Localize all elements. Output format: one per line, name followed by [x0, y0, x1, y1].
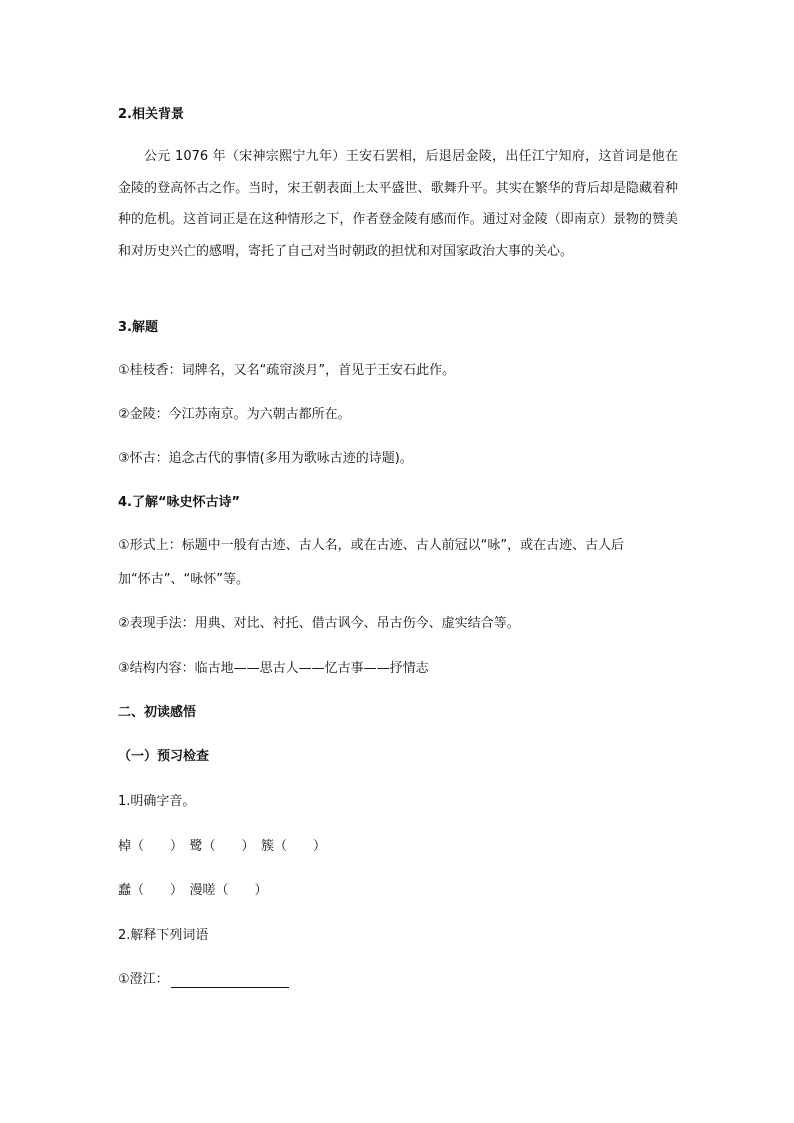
title-explain-item-2: ②金陵：今江苏南京。为六朝古都所在。: [118, 407, 351, 422]
poetry-type-item-1-line-2: 加“怀古”、“咏怀”等。: [118, 572, 249, 587]
vocab-item-1: [118, 971, 289, 988]
document-page: [118, 0, 678, 1123]
pronunciation-row-2: 蠢（ ） 漫嗟（ ）: [118, 883, 268, 898]
heading-first-reading: 二、初读感悟: [118, 705, 197, 720]
pronunciation-row-1: 棹（ ） 鹭（ ） 簇（ ）: [118, 839, 327, 854]
pronunciation-title: 1.明确字音。: [118, 794, 196, 809]
heading-title-explain: 3.解题: [118, 320, 158, 335]
poetry-type-item-2: ②表现手法：用典、对比、衬托、借古讽今、吊古伤今、虚实结合等。: [118, 616, 520, 631]
title-explain-item-1: ①桂枝香：词牌名，又名“疏帘淡月”，首见于王安石此作。: [118, 363, 456, 378]
answer-blank[interactable]: [171, 973, 289, 988]
poetry-type-item-3: ③结构内容：临古地——思古人——忆古事——抒情志: [118, 661, 429, 676]
heading-background: 2.相关背景: [118, 107, 184, 122]
vocab-item-1-label: ①澄江：: [118, 972, 169, 987]
title-explain-item-3: ③怀古：追念古代的事情(多用为歌咏古迹的诗题)。: [118, 451, 413, 466]
poetry-type-item-1-line-1: ①形式上：标题中一般有古迹、古人名，或在古迹、古人前冠以“咏”，或在古迹、古人后: [118, 538, 625, 553]
vocab-title: 2.解释下列词语: [118, 928, 209, 943]
background-paragraph: 公元 1076 年（宋神宗熙宁九年）王安石罢相，后退居金陵，出任江宁知府，这首词是他在金陵的登高怀古之作。当时，宋王朝表面上太平盛世、歌舞升平。其实在繁华的背后却是隐藏着种种的危机。这首词正是在这种情形之下，作者登金陵有感而作。通过对金陵（即南京）景物的赞美和对历史兴亡的感喟，寄托了自己对当时朝政的担忧和对国家政治大事的关心。: [118, 149, 678, 259]
heading-poetry-type: 4.了解“咏史怀古诗”: [118, 495, 241, 510]
subheading-preview-check: （一）预习检查: [118, 749, 210, 764]
